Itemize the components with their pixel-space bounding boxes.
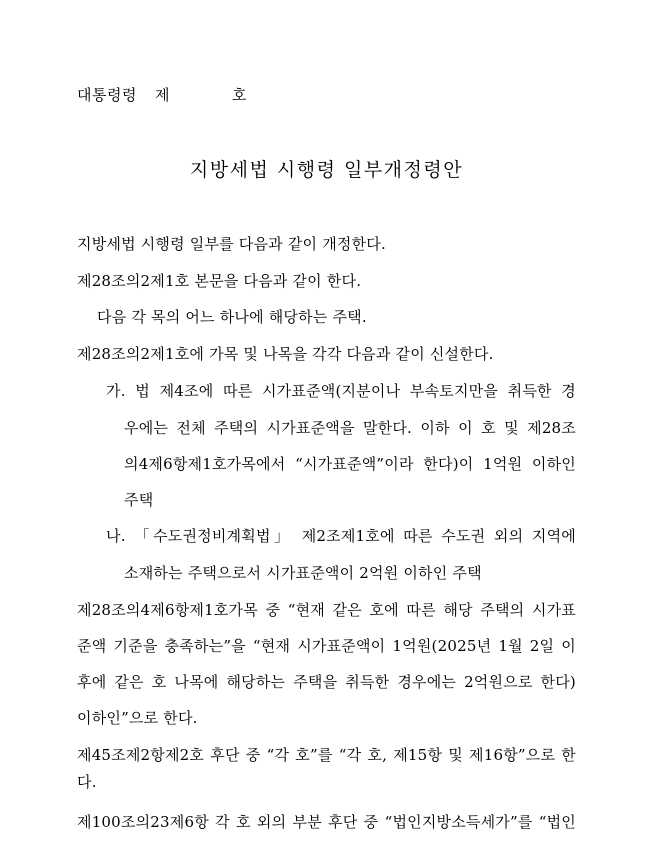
body-line: 이하인”으로 한다. xyxy=(77,709,198,727)
decree-label: 대통령령 xyxy=(77,86,137,104)
body-line: 제28조의4제6항제1호가목 중 “현재 같은 호에 따른 해당 주택의 시가표 xyxy=(77,601,576,619)
body-line: 후에 같은 호 나목에 해당하는 주택을 취득한 경우에는 2억원으로 한다) xyxy=(77,673,576,691)
decree-number-suffix: 호 xyxy=(231,86,247,104)
document-title: 지방세법 시행령 일부개정령안 xyxy=(189,159,464,181)
decree-number-prefix: 제 xyxy=(154,86,170,104)
list-item-ga: 가. 법 제4조에 따른 시가표준액(지분이나 부속토지만을 취득한 경 xyxy=(106,382,576,400)
list-item-na: 나. 「수도권정비계획법」 제2조제1호에 따른 수도권 외의 지역에 xyxy=(106,527,576,545)
body-line: 지방세법 시행령 일부를 다음과 같이 개정한다. xyxy=(77,235,386,253)
list-item-ga-cont: 우에는 전체 주택의 시가표준액을 말한다. 이하 이 호 및 제28조 xyxy=(124,419,576,437)
list-item-ga-cont: 주택 xyxy=(124,491,154,509)
body-line: 준액 기준을 충족하는”을 “현재 시가표준액이 1억원(2025년 1월 2일 이 xyxy=(77,637,576,655)
decree-number-line xyxy=(77,84,247,105)
body-line: 다음 각 목의 어느 하나에 해당하는 주택. xyxy=(97,308,367,326)
body-line: 제100조의23제6항 각 호 외의 부분 후단 중 “법인지방소득세가”를 “법인 xyxy=(77,813,576,831)
body-line: 제28조의2제1호에 가목 및 나목을 각각 다음과 같이 신설한다. xyxy=(77,345,494,363)
body-line: 제28조의2제1호 본문을 다음과 같이 한다. xyxy=(77,272,362,290)
body-line: 제45조제2항제2호 후단 중 “각 호”를 “각 호, 제15항 및 제16항”으로 한 xyxy=(77,746,576,764)
list-item-na-cont: 소재하는 주택으로서 시가표준액이 2억원 이하인 주택 xyxy=(124,564,482,582)
body-line: 다. xyxy=(77,773,97,791)
list-item-ga-cont: 의4제6항제1호가목에서 “시가표준액”이라 한다)이 1억원 이하인 xyxy=(124,455,576,473)
